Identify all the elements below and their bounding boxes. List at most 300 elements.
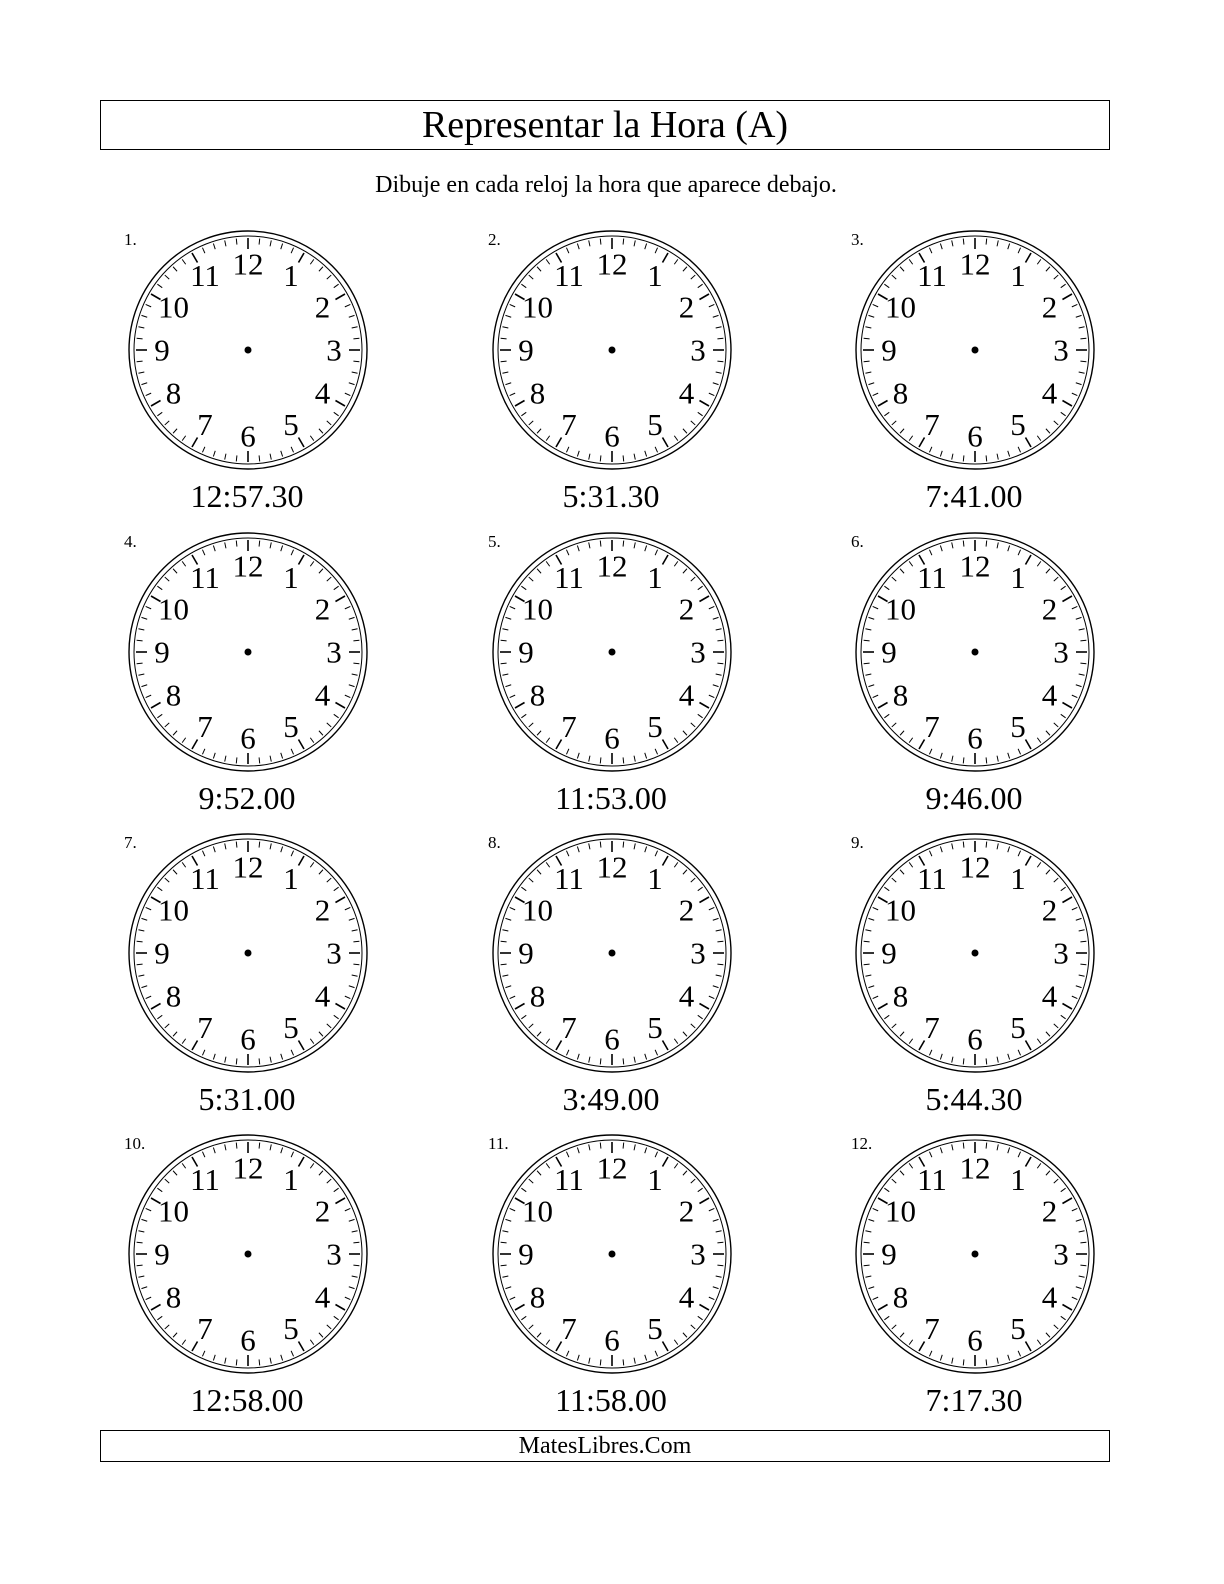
minute-tick xyxy=(884,412,889,416)
minute-tick xyxy=(986,757,987,763)
minute-tick xyxy=(868,383,874,385)
minute-tick xyxy=(940,753,942,759)
minute-tick xyxy=(909,561,913,566)
minute-tick xyxy=(345,304,350,306)
minute-tick xyxy=(319,429,323,433)
clock-center-dot xyxy=(245,950,252,957)
clock-numeral: 7 xyxy=(561,406,577,442)
minute-tick xyxy=(281,1147,283,1153)
minute-tick xyxy=(529,275,533,279)
clock-problem xyxy=(851,230,1151,530)
minute-tick xyxy=(623,239,624,245)
minute-tick xyxy=(929,851,931,856)
hour-tick xyxy=(335,1198,345,1204)
minute-tick xyxy=(236,455,237,461)
clock-numeral: 3 xyxy=(690,332,706,368)
hour-tick xyxy=(1062,897,1072,903)
clock-numeral: 7 xyxy=(197,1310,213,1346)
minute-tick xyxy=(259,239,260,245)
clock-numeral: 1 xyxy=(647,1162,663,1198)
minute-tick xyxy=(1076,685,1082,687)
minute-tick xyxy=(1079,674,1085,675)
minute-tick xyxy=(537,429,541,433)
clock-numeral: 3 xyxy=(690,935,706,971)
minute-tick xyxy=(709,907,714,909)
minute-tick xyxy=(884,1015,889,1019)
minute-tick xyxy=(182,561,186,566)
clock-numeral: 6 xyxy=(967,720,983,756)
minute-tick xyxy=(952,756,953,762)
minute-tick xyxy=(952,1358,953,1364)
clock-numeral: 5 xyxy=(1010,708,1026,744)
minute-tick xyxy=(986,541,987,547)
minute-tick xyxy=(537,267,541,271)
clock-problem xyxy=(124,1134,424,1434)
minute-tick xyxy=(173,429,177,433)
problem-number: 9. xyxy=(851,833,864,852)
minute-tick xyxy=(1037,436,1041,441)
minute-tick xyxy=(577,451,579,457)
minute-tick xyxy=(865,327,871,328)
minute-tick xyxy=(717,640,723,641)
minute-tick xyxy=(1076,617,1082,619)
minute-tick xyxy=(259,1359,260,1365)
minute-tick xyxy=(566,1351,568,1356)
minute-tick xyxy=(529,878,533,882)
clock-numeral: 9 xyxy=(154,634,170,670)
minute-tick xyxy=(138,1276,144,1277)
minute-tick xyxy=(546,862,550,867)
hour-tick xyxy=(1026,1040,1032,1050)
minute-tick xyxy=(334,412,339,416)
minute-tick xyxy=(529,723,533,727)
minute-tick xyxy=(940,1054,942,1060)
minute-tick xyxy=(1080,663,1086,664)
minute-tick xyxy=(709,393,714,395)
minute-tick xyxy=(1018,447,1020,452)
minute-tick xyxy=(1076,1219,1082,1221)
clock-numeral: 2 xyxy=(678,591,695,627)
clock-numeral: 11 xyxy=(554,861,584,897)
minute-tick xyxy=(717,1242,723,1243)
minute-tick xyxy=(1037,1340,1041,1345)
clock-face[interactable] xyxy=(488,833,738,1078)
minute-tick xyxy=(505,918,511,920)
minute-tick xyxy=(349,918,355,920)
minute-tick xyxy=(868,617,874,619)
worksheet-title: Representar la Hora (A) xyxy=(100,100,1110,150)
minute-tick xyxy=(717,361,723,362)
minute-tick xyxy=(537,870,541,874)
clock-numeral: 6 xyxy=(967,418,983,454)
hour-tick xyxy=(335,703,345,709)
minute-tick xyxy=(521,1316,526,1320)
minute-tick xyxy=(281,545,283,551)
minute-tick xyxy=(202,851,204,856)
minute-tick xyxy=(683,1171,687,1175)
clock-numeral: 6 xyxy=(967,1021,983,1057)
minute-tick xyxy=(864,640,870,641)
minute-tick xyxy=(864,941,870,942)
clock-numeral: 9 xyxy=(154,935,170,971)
minute-tick xyxy=(270,240,271,246)
minute-tick xyxy=(600,455,601,461)
hour-tick xyxy=(1062,1004,1072,1010)
clock-numeral: 7 xyxy=(561,1009,577,1045)
clock-face[interactable] xyxy=(851,230,1101,475)
minute-tick xyxy=(546,561,550,566)
clock-numeral: 4 xyxy=(678,375,695,411)
clock-numeral: 4 xyxy=(314,375,331,411)
clock-numeral: 10 xyxy=(158,1193,190,1229)
minute-tick xyxy=(157,412,162,416)
minute-tick xyxy=(566,248,568,253)
clock-numeral: 5 xyxy=(1010,406,1026,442)
minute-tick xyxy=(655,1351,657,1356)
minute-tick xyxy=(709,695,714,697)
clock-numeral: 2 xyxy=(1041,1193,1058,1229)
minute-tick xyxy=(1080,361,1086,362)
minute-tick xyxy=(281,1355,283,1361)
minute-tick xyxy=(529,421,533,425)
minute-tick xyxy=(510,393,515,395)
clock-center-dot xyxy=(245,649,252,656)
clock-numeral: 8 xyxy=(529,1279,546,1315)
minute-tick xyxy=(259,842,260,848)
minute-tick xyxy=(236,239,237,245)
minute-tick xyxy=(353,640,359,641)
minute-tick xyxy=(141,685,147,687)
minute-tick xyxy=(310,738,314,743)
minute-tick xyxy=(501,361,507,362)
minute-tick xyxy=(349,315,355,317)
minute-tick xyxy=(1018,1351,1020,1356)
minute-tick xyxy=(319,870,323,874)
minute-tick xyxy=(291,749,293,754)
minute-tick xyxy=(349,617,355,619)
minute-tick xyxy=(1037,1163,1041,1168)
minute-tick xyxy=(884,714,889,718)
minute-tick xyxy=(1061,1316,1066,1320)
minute-tick xyxy=(884,284,889,288)
clock-numeral: 11 xyxy=(190,560,220,596)
minute-tick xyxy=(952,542,953,548)
clock-numeral: 5 xyxy=(283,1009,299,1045)
minute-tick xyxy=(909,1039,913,1044)
minute-tick xyxy=(349,986,355,988)
minute-tick xyxy=(940,243,942,249)
minute-tick xyxy=(566,1050,568,1055)
minute-tick xyxy=(952,1144,953,1150)
minute-tick xyxy=(589,1057,590,1063)
hour-tick xyxy=(335,1305,345,1311)
minute-tick xyxy=(674,738,678,743)
minute-tick xyxy=(634,1057,635,1063)
minute-tick xyxy=(502,372,508,373)
minute-tick xyxy=(213,753,215,759)
clock-numeral: 3 xyxy=(326,1236,342,1272)
minute-tick xyxy=(537,569,541,573)
minute-tick xyxy=(281,753,283,759)
minute-tick xyxy=(165,577,169,581)
minute-tick xyxy=(900,267,904,271)
clock-numeral: 3 xyxy=(326,332,342,368)
clock-numeral: 1 xyxy=(1010,258,1026,294)
clock-numeral: 8 xyxy=(165,1279,182,1315)
minute-tick xyxy=(655,851,657,856)
minute-tick xyxy=(645,1054,647,1060)
minute-tick xyxy=(634,240,635,246)
minute-tick xyxy=(589,240,590,246)
minute-tick xyxy=(353,361,359,362)
minute-tick xyxy=(521,412,526,416)
hour-tick xyxy=(1026,1157,1032,1167)
clock-face[interactable] xyxy=(488,1134,738,1379)
minute-tick xyxy=(521,1015,526,1019)
minute-tick xyxy=(868,1287,874,1289)
minute-tick xyxy=(270,1144,271,1150)
minute-tick xyxy=(345,1208,350,1210)
minute-tick xyxy=(623,757,624,763)
target-time-label: 12:58.00 xyxy=(190,1382,304,1418)
clock-face[interactable] xyxy=(851,532,1101,777)
minute-tick xyxy=(1072,1297,1077,1299)
clock-numeral: 1 xyxy=(283,560,299,596)
minute-tick xyxy=(716,327,722,328)
minute-tick xyxy=(1061,284,1066,288)
minute-tick xyxy=(1046,569,1050,573)
minute-tick xyxy=(865,372,871,373)
minute-tick xyxy=(270,1358,271,1364)
clock-numeral: 12 xyxy=(596,246,628,282)
minute-tick xyxy=(1054,577,1058,581)
minute-tick xyxy=(963,455,964,461)
clock-numeral: 8 xyxy=(529,677,546,713)
minute-tick xyxy=(1018,1050,1020,1055)
minute-tick xyxy=(1046,429,1050,433)
minute-tick xyxy=(900,1032,904,1036)
clock-numeral: 5 xyxy=(1010,1009,1026,1045)
clock-numeral: 9 xyxy=(154,1236,170,1272)
clock-face[interactable] xyxy=(124,833,374,1078)
minute-tick xyxy=(566,550,568,555)
minute-tick xyxy=(236,541,237,547)
minute-tick xyxy=(566,851,568,856)
minute-tick xyxy=(173,870,177,874)
clock-numeral: 10 xyxy=(885,591,917,627)
clock-numeral: 3 xyxy=(690,634,706,670)
minute-tick xyxy=(892,723,896,727)
minute-tick xyxy=(716,674,722,675)
minute-tick xyxy=(270,843,271,849)
minute-tick xyxy=(236,757,237,763)
clock-face[interactable] xyxy=(851,1134,1101,1379)
minute-tick xyxy=(952,843,953,849)
minute-tick xyxy=(319,731,323,735)
clock-numeral: 1 xyxy=(283,258,299,294)
minute-tick xyxy=(510,907,515,909)
hour-tick xyxy=(878,401,888,407)
minute-tick xyxy=(986,1359,987,1365)
minute-tick xyxy=(634,756,635,762)
hour-tick xyxy=(1026,856,1032,866)
minute-tick xyxy=(892,878,896,882)
minute-tick xyxy=(940,846,942,852)
clock-center-dot xyxy=(609,649,616,656)
target-time-label: 5:44.30 xyxy=(925,1081,1023,1117)
minute-tick xyxy=(310,1163,314,1168)
minute-tick xyxy=(259,1143,260,1149)
minute-tick xyxy=(713,1219,719,1221)
hour-tick xyxy=(878,703,888,709)
minute-tick xyxy=(182,1163,186,1168)
minute-tick xyxy=(1008,753,1010,759)
hour-tick xyxy=(515,1305,525,1311)
target-time-label: 9:52.00 xyxy=(198,780,296,816)
clock-numeral: 3 xyxy=(326,935,342,971)
minute-tick xyxy=(929,749,931,754)
clock-numeral: 2 xyxy=(678,1193,695,1229)
minute-tick xyxy=(645,753,647,759)
minute-tick xyxy=(1046,1171,1050,1175)
minute-tick xyxy=(510,695,515,697)
minute-tick xyxy=(589,454,590,460)
problem-number: 5. xyxy=(488,532,501,551)
minute-tick xyxy=(865,629,871,630)
minute-tick xyxy=(566,447,568,452)
target-time-label: 5:31.00 xyxy=(198,1081,296,1117)
minute-tick xyxy=(717,338,723,339)
clock-face[interactable] xyxy=(851,833,1101,1078)
minute-tick xyxy=(698,284,703,288)
minute-tick xyxy=(157,1316,162,1320)
minute-tick xyxy=(505,315,511,317)
clock-center-dot xyxy=(609,950,616,957)
minute-tick xyxy=(310,862,314,867)
minute-tick xyxy=(202,248,204,253)
minute-tick xyxy=(281,846,283,852)
minute-tick xyxy=(1008,451,1010,457)
minute-tick xyxy=(319,267,323,271)
minute-tick xyxy=(182,259,186,264)
minute-tick xyxy=(940,1147,942,1153)
minute-tick xyxy=(352,629,358,630)
minute-tick xyxy=(683,267,687,271)
hour-tick xyxy=(663,1040,669,1050)
minute-tick xyxy=(691,1179,695,1183)
minute-tick xyxy=(157,284,162,288)
hour-tick xyxy=(699,703,709,709)
minute-tick xyxy=(225,1144,226,1150)
minute-tick xyxy=(634,1144,635,1150)
minute-tick xyxy=(138,327,144,328)
clock-face[interactable] xyxy=(124,230,374,475)
minute-tick xyxy=(1018,550,1020,555)
minute-tick xyxy=(645,1355,647,1361)
minute-tick xyxy=(141,383,147,385)
minute-tick xyxy=(141,918,147,920)
minute-tick xyxy=(537,731,541,735)
minute-tick xyxy=(986,239,987,245)
minute-tick xyxy=(691,1024,695,1028)
minute-tick xyxy=(137,361,143,362)
target-time-label: 12:57.30 xyxy=(190,478,304,514)
clock-numeral: 6 xyxy=(240,720,256,756)
minute-tick xyxy=(1018,749,1020,754)
minute-tick xyxy=(1037,862,1041,867)
minute-tick xyxy=(997,756,998,762)
clock-face[interactable] xyxy=(488,230,738,475)
hour-tick xyxy=(699,401,709,407)
clock-numeral: 12 xyxy=(232,548,264,584)
minute-tick xyxy=(986,455,987,461)
minute-tick xyxy=(698,887,703,891)
clock-problem xyxy=(488,230,788,530)
minute-tick xyxy=(864,663,870,664)
minute-tick xyxy=(873,996,878,998)
clock-center-dot xyxy=(609,347,616,354)
minute-tick xyxy=(709,606,714,608)
clock-numeral: 12 xyxy=(232,849,264,885)
minute-tick xyxy=(173,569,177,573)
minute-tick xyxy=(986,842,987,848)
minute-tick xyxy=(259,757,260,763)
minute-tick xyxy=(182,436,186,441)
clock-face[interactable] xyxy=(124,1134,374,1379)
minute-tick xyxy=(521,284,526,288)
minute-tick xyxy=(225,1057,226,1063)
minute-tick xyxy=(1061,412,1066,416)
minute-tick xyxy=(1046,731,1050,735)
clock-numeral: 12 xyxy=(232,1150,264,1186)
minute-tick xyxy=(997,542,998,548)
minute-tick xyxy=(259,455,260,461)
hour-tick xyxy=(663,739,669,749)
hour-tick xyxy=(335,294,345,300)
hour-tick xyxy=(699,1004,709,1010)
minute-tick xyxy=(270,542,271,548)
minute-tick xyxy=(1061,714,1066,718)
minute-tick xyxy=(146,393,151,395)
minute-tick xyxy=(713,918,719,920)
clock-problem xyxy=(488,1134,788,1434)
minute-tick xyxy=(173,1333,177,1337)
clock-numeral: 10 xyxy=(885,289,917,325)
minute-tick xyxy=(909,1340,913,1345)
target-time-label: 11:58.00 xyxy=(555,1382,667,1418)
minute-tick xyxy=(709,1297,714,1299)
hour-tick xyxy=(299,555,305,565)
minute-tick xyxy=(182,738,186,743)
minute-tick xyxy=(546,1163,550,1168)
minute-tick xyxy=(623,1143,624,1149)
clock-center-dot xyxy=(245,347,252,354)
minute-tick xyxy=(577,1355,579,1361)
minute-tick xyxy=(502,674,508,675)
minute-tick xyxy=(236,1359,237,1365)
minute-tick xyxy=(165,1325,169,1329)
clock-face[interactable] xyxy=(488,532,738,777)
minute-tick xyxy=(713,383,719,385)
clock-numeral: 1 xyxy=(647,258,663,294)
minute-tick xyxy=(334,887,339,891)
clock-face[interactable] xyxy=(124,532,374,777)
minute-tick xyxy=(691,723,695,727)
minute-tick xyxy=(225,240,226,246)
clock-numeral: 12 xyxy=(232,246,264,282)
minute-tick xyxy=(327,1179,331,1183)
minute-tick xyxy=(709,1208,714,1210)
